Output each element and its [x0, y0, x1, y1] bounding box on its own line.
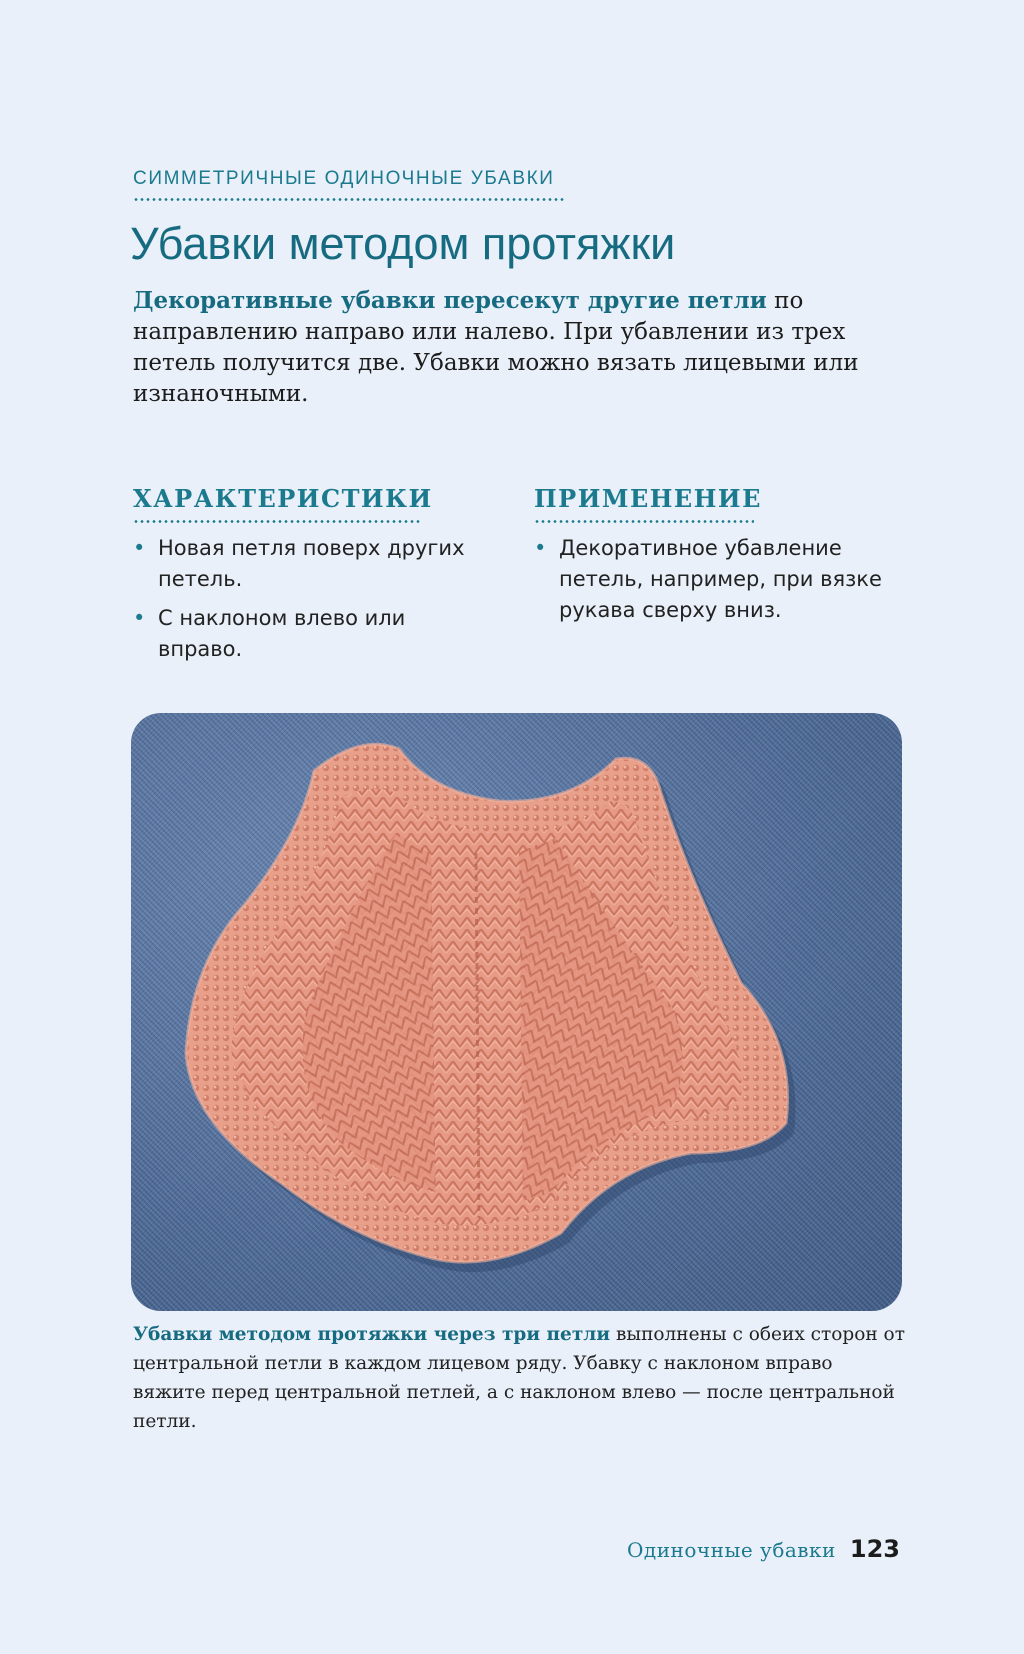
list-item: • Новая петля поверх других петель. — [133, 533, 488, 595]
intro-lead: Декоративные убавки пересекут другие петли — [133, 287, 767, 314]
chapter-name: Одиночные убавки — [626, 1538, 836, 1562]
characteristics-heading: ХАРАКТЕРИСТИКИ — [133, 484, 433, 513]
page-number: 123 — [849, 1535, 900, 1563]
list-item: • С наклоном влево или вправо. — [133, 603, 488, 665]
kicker-dotted-rule — [133, 198, 565, 201]
section-kicker: СИММЕТРИЧНЫЕ ОДИНОЧНЫЕ УБАВКИ — [133, 168, 555, 189]
application-heading: ПРИМЕНЕНИЕ — [534, 484, 762, 513]
application-dotted-rule — [534, 520, 754, 523]
knitted-swatch-photo — [131, 713, 902, 1311]
intro-rest: по направлению направо или налево. При убавлении из трех петель получится две. Убавки можно вязать лицевыми или изнаночными. — [133, 288, 859, 407]
bullet-icon: • — [133, 606, 146, 630]
bullet-icon: • — [133, 536, 146, 560]
knitted-swatch-icon — [131, 713, 902, 1311]
photo-caption — [133, 1320, 905, 1436]
page-title: Убавки методом протяжки — [130, 218, 676, 269]
characteristics-dotted-rule — [133, 520, 421, 523]
application-list — [534, 533, 909, 626]
list-item: • Декоративное убавление петель, например, при вязке рукава сверху вниз. — [534, 533, 909, 626]
characteristics-column — [133, 484, 488, 673]
bullet-icon: • — [534, 536, 547, 560]
caption-rest: выполнены с обеих сторон от центральной петли в каждом лицевом ряду. Убавку с наклоном вправо вяжите перед центральной петлей, а с наклоном влево — после центральной петли. — [133, 1324, 905, 1432]
characteristics-list — [133, 533, 488, 665]
intro-paragraph — [133, 285, 913, 410]
caption-lead: Убавки методом протяжки через три петли — [133, 1324, 611, 1345]
page-footer — [627, 1535, 900, 1563]
application-column — [534, 484, 909, 634]
